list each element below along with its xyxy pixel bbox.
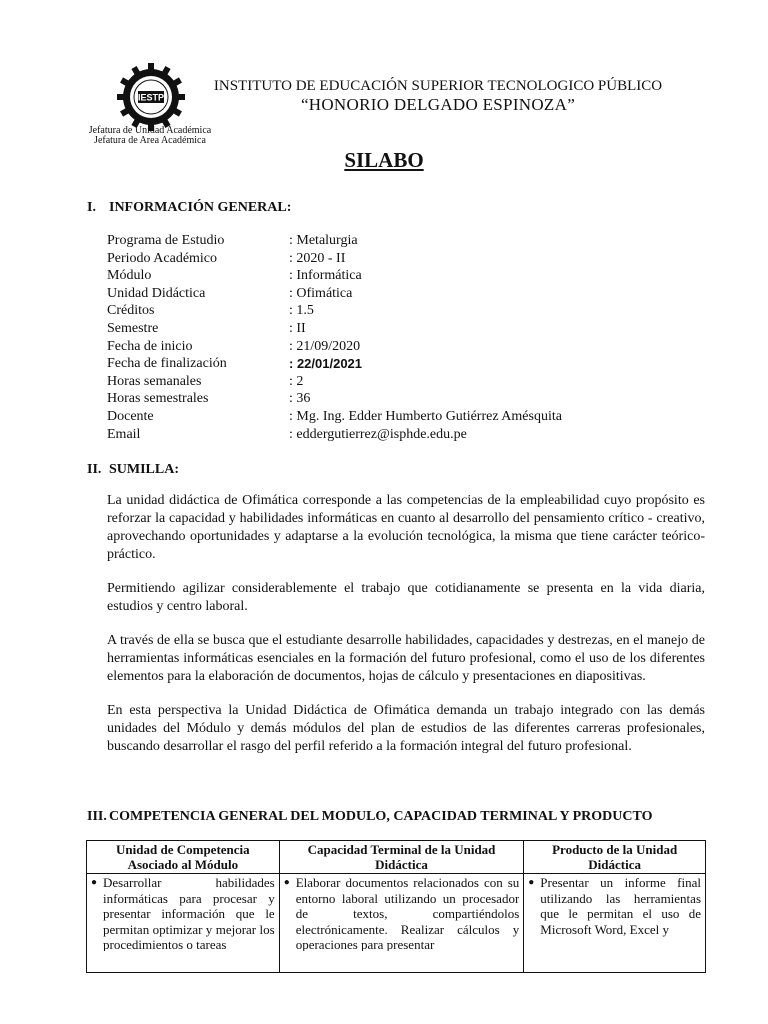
info-row xyxy=(107,232,727,250)
sumilla-text xyxy=(107,492,705,772)
general-info-list xyxy=(107,232,727,443)
info-value[interactable]: : eddergutierrez@isphde.edu.pe xyxy=(289,426,467,442)
info-label: Unidad Didáctica xyxy=(107,285,206,301)
info-row xyxy=(107,390,727,408)
section-1-title: INFORMACIÓN GENERAL: xyxy=(109,200,292,215)
section-3-heading xyxy=(87,809,652,825)
info-label: Horas semestrales xyxy=(107,391,209,407)
cell-text: Desarrollar habilidades informáticas para procesar y presentar información que le permitan optimizar y mejorar los procedimientos o tareas xyxy=(103,875,275,951)
section-1-number: I. xyxy=(87,200,96,215)
table-row xyxy=(87,874,706,973)
info-value: : 22/01/2021 xyxy=(289,356,363,372)
table-header-cell: Producto de la Unidad Didáctica xyxy=(524,841,706,874)
sumilla-paragraph-2: Permitiendo agilizar considerablemente el trabajo que cotidianamente se presenta en la vida diaria, estudios y centro laboral. xyxy=(107,581,705,614)
info-label: Docente xyxy=(107,408,154,424)
info-row xyxy=(107,285,727,303)
info-value: : 36 xyxy=(289,391,311,407)
info-label: Fecha de finalización xyxy=(107,356,227,372)
section-2-title: SUMILLA: xyxy=(109,462,180,477)
info-row xyxy=(107,426,727,444)
cell-text: Presentar un informe final utilizando las herramientas que le permitan el uso de Microsoft Word, Excel y xyxy=(540,875,701,937)
section-2-number: II. xyxy=(87,462,102,477)
document-title-text: SILABO xyxy=(344,148,424,172)
table-cell xyxy=(524,874,706,973)
info-row xyxy=(107,267,727,285)
info-value: : 2020 - II xyxy=(289,250,346,266)
table-cell xyxy=(279,874,524,973)
info-value: : II xyxy=(289,320,306,336)
info-label: Fecha de inicio xyxy=(107,338,193,354)
sumilla-paragraph-3: A través de ella se busca que el estudiante desarrolle habilidades, capacidades y destrezas, en el manejo de herramientas informáticas esenciales en la formación del futuro profesional, como el uso de los diferentes elementos para la elaboración de documentos, hojas de cálculo y presentaciones en diapositivas. xyxy=(107,633,705,684)
info-label: Módulo xyxy=(107,268,152,284)
table-header-cell: Capacidad Terminal de la Unidad Didáctica xyxy=(279,841,524,874)
info-label: Horas semanales xyxy=(107,373,202,389)
department-line-1: Jefatura de Unidad Académica xyxy=(88,125,212,136)
department-line-2: Jefatura de Area Académica xyxy=(94,135,206,146)
department-block xyxy=(70,126,230,146)
bullet-icon: ● xyxy=(91,877,98,888)
info-value: : Metalurgia xyxy=(289,233,358,248)
cell-text: Elaborar documentos relacionados con su entorno laboral utilizando un procesador de textos, compartiéndolos electrónicamente. Realizar cálculos y operaciones para presentar xyxy=(295,875,520,951)
institute-name: “HONORIO DELGADO ESPINOZA” xyxy=(300,95,576,114)
info-row xyxy=(107,338,727,356)
info-row xyxy=(107,373,727,391)
info-label: Programa de Estudio xyxy=(107,233,225,248)
table-header-row xyxy=(87,841,706,874)
institute-line: INSTITUTO DE EDUCACIÓN SUPERIOR TECNOLOGICO PÚBLICO xyxy=(213,78,663,94)
info-row xyxy=(107,302,727,320)
info-row xyxy=(107,355,727,373)
institute-header xyxy=(150,78,726,115)
bullet-icon: ● xyxy=(528,877,535,888)
info-label: Email xyxy=(107,426,141,442)
info-row xyxy=(107,408,727,426)
info-value: : Informática xyxy=(289,268,362,284)
info-value: : 2 xyxy=(289,373,304,389)
sumilla-paragraph-1: La unidad didáctica de Ofimática corresponde a las competencias de la empleabilidad cuyo propósito es reforzar la capacidad y habilidades informáticas en cuanto al desarrollo del pensamiento crítico - creativo, aprovechando oportunidades y adaptarse a la evolución tecnológica, la misma que tiene carácter teórico-práctico. xyxy=(107,493,705,562)
logo-text: IESTP xyxy=(137,92,165,103)
section-3-number: III. xyxy=(87,809,107,824)
table-cell xyxy=(87,874,280,973)
bullet-icon: ● xyxy=(283,877,290,888)
competency-table xyxy=(86,840,706,973)
info-label: Periodo Académico xyxy=(107,250,218,266)
sumilla-paragraph-4: En esta perspectiva la Unidad Didáctica de Ofimática demanda un trabajo integrado con las demás unidades del Módulo y demás módulos del plan de estudios de las diferentes carreras profesionales, buscando desarrollar el rasgo del perfil referido a la formación integral del futuro profesional. xyxy=(107,703,705,754)
info-value: : Mg. Ing. Edder Humberto Gutiérrez Amésquita xyxy=(289,408,562,424)
section-2-heading xyxy=(87,462,179,478)
info-row xyxy=(107,320,727,338)
info-value: : Ofimática xyxy=(289,285,353,301)
info-row xyxy=(107,250,727,268)
section-3-title: COMPETENCIA GENERAL DEL MODULO, CAPACIDAD TERMINAL Y PRODUCTO xyxy=(109,809,653,824)
document-title xyxy=(0,148,768,173)
info-label: Semestre xyxy=(107,320,159,336)
info-value: : 21/09/2020 xyxy=(289,338,361,354)
info-label: Créditos xyxy=(107,303,155,319)
info-value: : 1.5 xyxy=(289,303,314,319)
section-1-heading xyxy=(87,200,291,216)
table-header-cell: Unidad de Competencia Asociado al Módulo xyxy=(87,841,280,874)
